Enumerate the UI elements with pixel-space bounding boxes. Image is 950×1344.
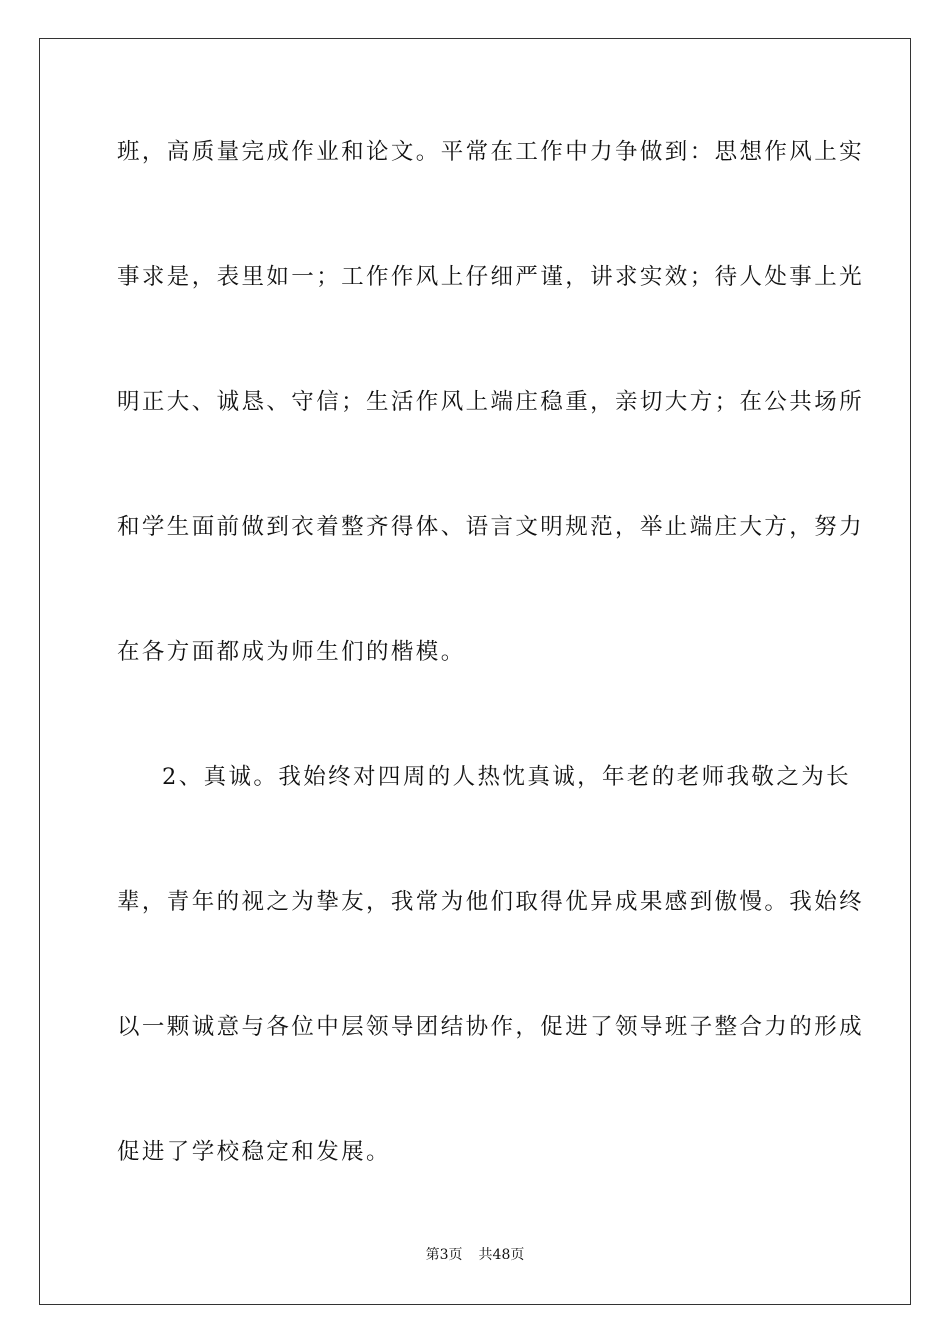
page-frame [39,38,911,1305]
body-line-9: 促进了学校稳定和发展。 [117,1139,391,1165]
body-line-5: 在各方面都成为师生们的楷模。 [117,639,466,665]
body-line-7: 辈，青年的视之为挚友，我常为他们取得优异成果感到傲慢。我始终 [117,889,865,915]
body-line-4: 和学生面前做到衣着整齐得体、语言文明规范，举止端庄大方，努力 [117,514,865,540]
page-number: 第3页 [425,1247,463,1263]
body-line-2: 事求是，表里如一；工作作风上仔细严谨，讲求实效；待人处事上光 [117,264,865,290]
body-line-3: 明正大、诚恳、守信；生活作风上端庄稳重，亲切大方；在公共场所 [117,389,865,415]
page-total: 共48页 [478,1247,525,1263]
body-line-6: 2、真诚。我始终对四周的人热忱真诚，年老的老师我敬之为长 [162,764,852,790]
body-line-1: 班，高质量完成作业和论文。平常在工作中力争做到：思想作风上实 [117,139,865,165]
body-line-8: 以一颗诚意与各位中层领导团结协作，促进了领导班子整合力的形成 [117,1014,865,1040]
page-footer [0,1246,950,1264]
